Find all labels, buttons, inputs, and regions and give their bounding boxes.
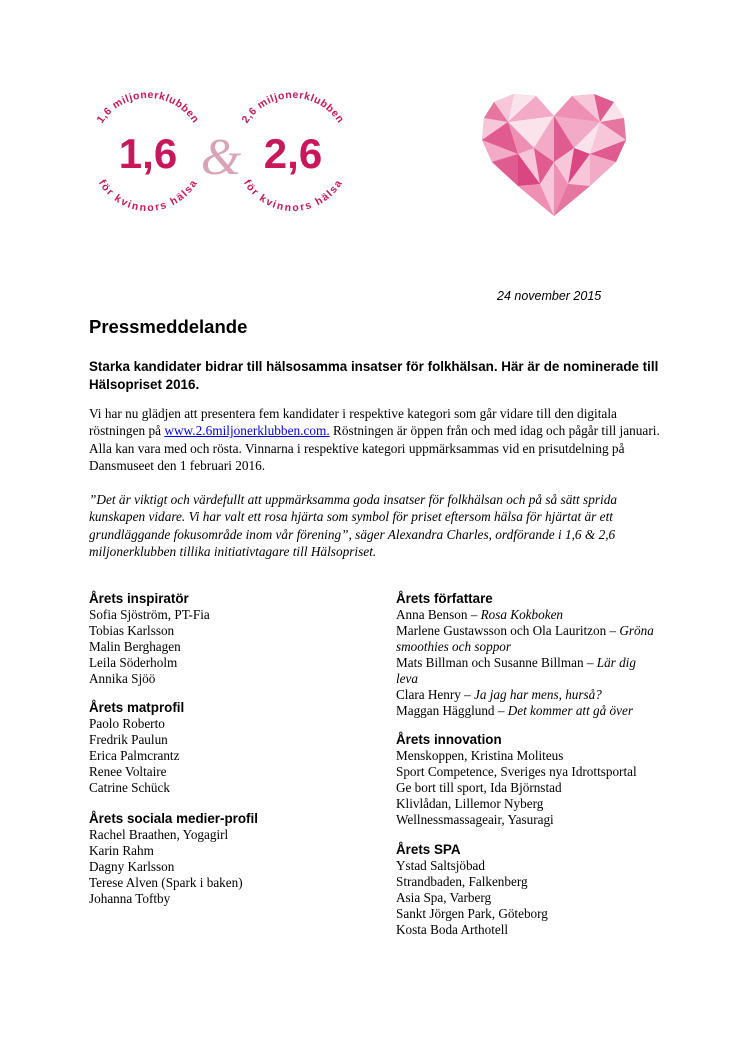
nominee: Erica Palmcrantz — [89, 748, 180, 763]
nominee: Marlene Gustawsson och Ola Lauritzon – Gröna smoothies och soppor — [396, 623, 654, 654]
category-heading: Årets inspiratör — [89, 591, 189, 606]
book-title: Det kommer att gå över — [507, 703, 633, 718]
category-heading: Årets sociala medier-profil — [89, 811, 258, 826]
nominee: Ystad Saltsjöbad — [396, 858, 486, 873]
category-forfattare — [396, 590, 658, 719]
nominee: Kosta Boda Arthotell — [396, 922, 509, 937]
category-innovation — [396, 731, 666, 828]
nominee: Sofia Sjöström, PT-Fia — [89, 607, 210, 622]
nominee: Karin Rahm — [89, 843, 154, 858]
nominee: Rachel Braathen, Yogagirl — [89, 827, 229, 842]
lead-paragraph: Starka kandidater bidrar till hälsosamma insatser för folkhälsan. Här är de nominerade till Hälsopriset 2016. — [89, 359, 659, 392]
book-title: Gröna smoothies och soppor — [396, 623, 654, 654]
nominee: Asia Spa, Varberg — [396, 890, 492, 905]
logo-right-number: 2,6 — [263, 130, 323, 177]
website-link[interactable]: www.2.6miljonerklubben.com. — [164, 423, 330, 439]
category-matprofil — [89, 699, 359, 796]
book-title: Ja jag har mens, hurså? — [474, 687, 602, 702]
quote-paragraph: ”Det är viktigt och värdefullt att uppmärksamma goda insatser för folkhälsan och på så sätt sprida kunskapen vidare. Vi har valt ett rosa hjärta som symbol för priset eftersom hälsa för hjärtat är ett grundläggande fokusområde inom vår förening”, säger Alexandra Charles, ordförande i 1,6 & 2,6 miljonerklubben tillika initiativtagare till Hälsopriset. — [89, 492, 618, 559]
nominee: Dagny Karlsson — [89, 859, 175, 874]
logo-right-arc-top: 2,6 miljonerklubben — [239, 88, 347, 126]
nominee: Johanna Toftby — [89, 891, 171, 906]
nominee: Strandbaden, Falkenberg — [396, 874, 528, 889]
logo-left-arc-bottom: för kvinnors hälsa — [95, 177, 200, 215]
page-title: Pressmeddelande — [89, 316, 248, 337]
category-heading: Årets matprofil — [89, 700, 185, 715]
nominee: Wellnessmassageair, Yasuragi — [396, 812, 554, 827]
heart-icon — [478, 88, 630, 216]
book-title: Lär dig leva — [396, 655, 636, 686]
nominee: Sankt Jörgen Park, Göteborg — [396, 906, 548, 921]
nominee: Malin Berghagen — [89, 639, 181, 654]
body-paragraph — [89, 405, 664, 474]
logo-left-number: 1,6 — [118, 130, 178, 177]
nominee: Klivlådan, Lillemor Nyberg — [396, 796, 544, 811]
club-logo — [78, 82, 363, 222]
category-inspirator — [89, 590, 359, 687]
nominee: Ge bort till sport, Ida Björnstad — [396, 780, 562, 795]
category-sociala-medier — [89, 810, 359, 907]
nominee: Terese Alven (Spark i baken) — [89, 875, 243, 890]
body-text-after-link: Röstningen är öppen från och med idag och pågår till januari. Alla kan vara med och rösta. Vinnarna i respektive kategori uppmärksammas vid en prisutdelning på Dansmuseet den 1 februari 2016. — [89, 423, 660, 473]
logo-right-arc-bottom: för kvinnors hälsa — [240, 177, 345, 215]
category-heading: Årets författare — [396, 591, 493, 606]
book-title: Rosa Kokboken — [480, 607, 564, 622]
nominee: Tobias Karlsson — [89, 623, 175, 638]
nominee: Fredrik Paulun — [89, 732, 168, 747]
nominee: Renee Voltaire — [89, 764, 167, 779]
nominee: Catrine Schück — [89, 780, 170, 795]
nominee: Leila Söderholm — [89, 655, 178, 670]
logo-ampersand: & — [200, 129, 242, 186]
nominee: Paolo Roberto — [89, 716, 165, 731]
nominee: Menskoppen, Kristina Moliteus — [396, 748, 564, 763]
nominee: Annika Sjöö — [89, 671, 156, 686]
logo-left-arc-top: 1,6 miljonerklubben — [94, 88, 202, 126]
category-spa — [396, 841, 666, 938]
category-heading: Årets innovation — [396, 732, 502, 747]
nominee: Clara Henry – Ja jag har mens, hurså? — [396, 687, 602, 702]
press-date: 24 november 2015 — [497, 289, 602, 303]
body-text-before-link: Vi har nu glädjen att presentera fem kandidater i respektive kategori som går vidare till den digitala röstningen på — [89, 406, 617, 439]
category-heading: Årets SPA — [396, 842, 461, 857]
nominee: Sport Competence, Sveriges nya Idrottsportal — [396, 764, 637, 779]
nominee: Maggan Hägglund – Det kommer att gå över — [396, 703, 633, 718]
nominee: Mats Billman och Susanne Billman – Lär dig leva — [396, 655, 636, 686]
nominee: Anna Benson – Rosa Kokboken — [396, 607, 564, 622]
